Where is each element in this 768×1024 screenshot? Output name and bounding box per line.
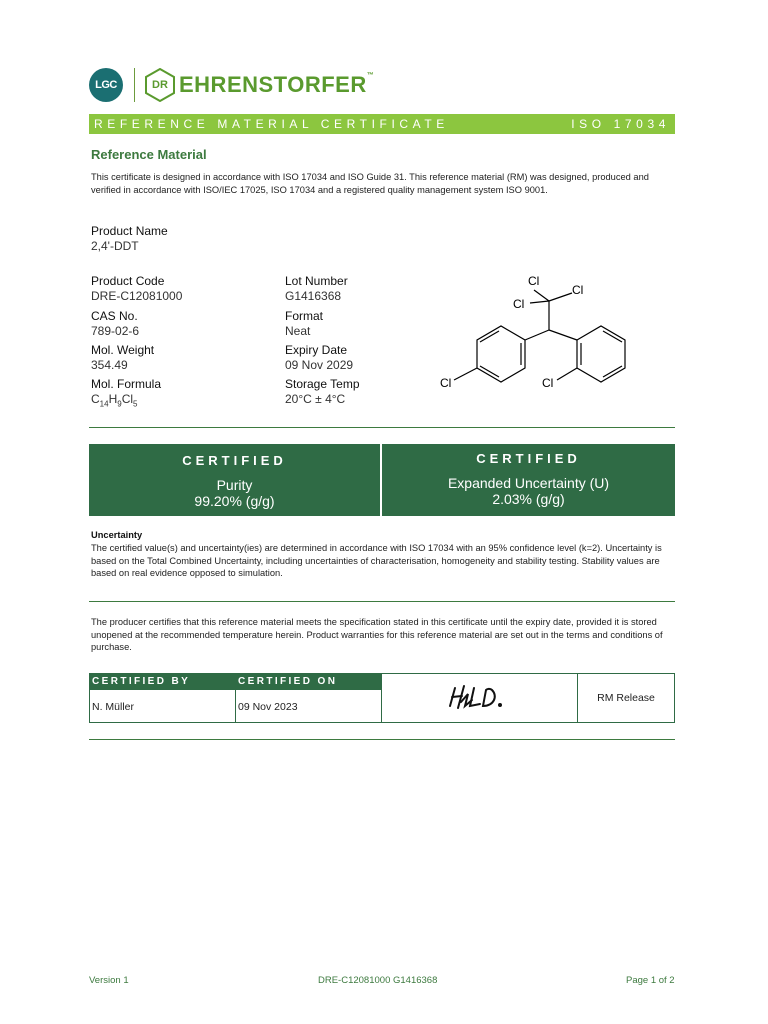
certified-heading: CERTIFIED [182,453,287,468]
chemical-structure-diagram [432,268,652,398]
certified-on-header: CERTIFIED ON [236,674,382,690]
signature-image [446,682,516,714]
lot-number-value: G1416368 [285,289,342,303]
uncertainty-title: Uncertainty [91,530,143,540]
divider-line [89,739,675,740]
divider-line [89,601,675,602]
structure-label-cl-ring1: Cl [440,376,452,390]
structure-label-cl-top: Cl [528,274,540,288]
header-logo [89,67,374,103]
product-code-value: DRE-C12081000 [91,289,183,303]
product-name-value: 2,4'-DDT [91,239,139,253]
lot-number-label: Lot Number [285,274,348,288]
producer-statement: The producer certifies that this reference material meets the specification stated in this certificate until the expiry date, provided it is stored unopened at the recommended temperature herein. Product warranties for this reference material are set out in the terms and conditions of purchase. [91,617,663,652]
expiry-value: 09 Nov 2029 [285,358,354,372]
format-value: Neat [285,324,311,338]
divider-line [89,427,675,428]
lot-number-field [285,274,348,303]
footer-version: Version 1 [89,975,129,986]
footer-page-number: Page 1 of 2 [626,975,675,986]
product-name-field [91,224,168,253]
format-label: Format [285,309,324,323]
trademark-mark: ™ [366,72,375,79]
expiry-field [285,343,353,372]
cas-value: 789-02-6 [91,324,140,338]
certified-purity-value: 99.20% (g/g) [194,493,275,509]
certificate-banner [89,114,675,134]
certified-by-value: N. Müller [92,701,135,713]
section-title: Reference Material [91,147,207,162]
certified-uncertainty-value: 2.03% (g/g) [492,491,565,507]
formula-h: H [108,392,118,406]
product-code-label: Product Code [91,274,165,288]
formula-h-count: 9 [117,399,122,409]
formula-c-count: 14 [99,399,109,409]
storage-label: Storage Temp [285,377,360,391]
intro-paragraph: This certificate is designed in accordance with ISO 17034 and ISO Guide 31. This reference material (RM) was designed, produced and verified in accordance with ISO/IEC 17025, ISO 17034 and a registered quality management system ISO 9001. [91,172,649,195]
structure-label-cl-right: Cl [572,283,584,297]
uncertainty-text: The certified value(s) and uncertainty(ies) are determined in accordance with ISO 17034 with an 95% confidence level (k=2). Uncertainty is based on the Total Combined Uncertainty, including uncertainties of characterisation, homogeneity and stability testing. Stability values are based on real evidence opposed to simulation. [91,543,662,578]
cas-label: CAS No. [91,309,138,323]
certified-on-value: 09 Nov 2023 [238,701,298,713]
certified-uncertainty-label: Expanded Uncertainty (U) [447,475,610,491]
structure-label-cl-ring2: Cl [542,376,554,390]
product-name-label: Product Name [91,224,168,238]
expiry-label: Expiry Date [285,343,348,357]
lgc-logo [89,68,123,102]
mol-weight-value: 354.49 [91,358,128,372]
dr-logo-text: DR [152,79,168,91]
mol-formula-label: Mol. Formula [91,377,162,391]
banner-title: REFERENCE MATERIAL CERTIFICATE [94,117,449,131]
certified-by-header: CERTIFIED BY [90,674,236,690]
formula-c: C [91,392,100,406]
logo-divider [134,68,135,102]
mol-formula-field [91,377,161,411]
mol-weight-field [91,343,154,372]
format-field [285,309,323,338]
product-code-field [91,274,182,303]
footer-document-id: DRE-C12081000 G1416368 [318,975,438,986]
table-divider [381,674,382,722]
cas-field [91,309,139,338]
mol-formula-value [91,392,161,411]
storage-value: 20°C ± 4°C [285,392,346,406]
lgc-logo-text: LGC [95,79,117,91]
brand-name [179,72,374,98]
certified-heading: CERTIFIED [476,451,581,466]
rm-release-label: RM Release [597,692,655,704]
signoff-table [89,673,675,723]
certified-on-cell [236,674,382,722]
storage-field [285,377,360,406]
dr-hexagon-logo [145,68,175,102]
structure-label-cl-left: Cl [513,297,525,311]
formula-cl-count: 5 [133,399,138,409]
certified-purity-box [89,444,380,516]
certified-uncertainty-box [382,444,675,516]
certified-by-cell [90,674,236,722]
banner-iso: ISO 17034 [571,117,670,131]
formula-cl: Cl [121,392,134,406]
certified-purity-label: Purity [216,477,253,493]
brand-text: EHRENSTORFER [179,72,367,97]
mol-weight-label: Mol. Weight [91,343,155,357]
